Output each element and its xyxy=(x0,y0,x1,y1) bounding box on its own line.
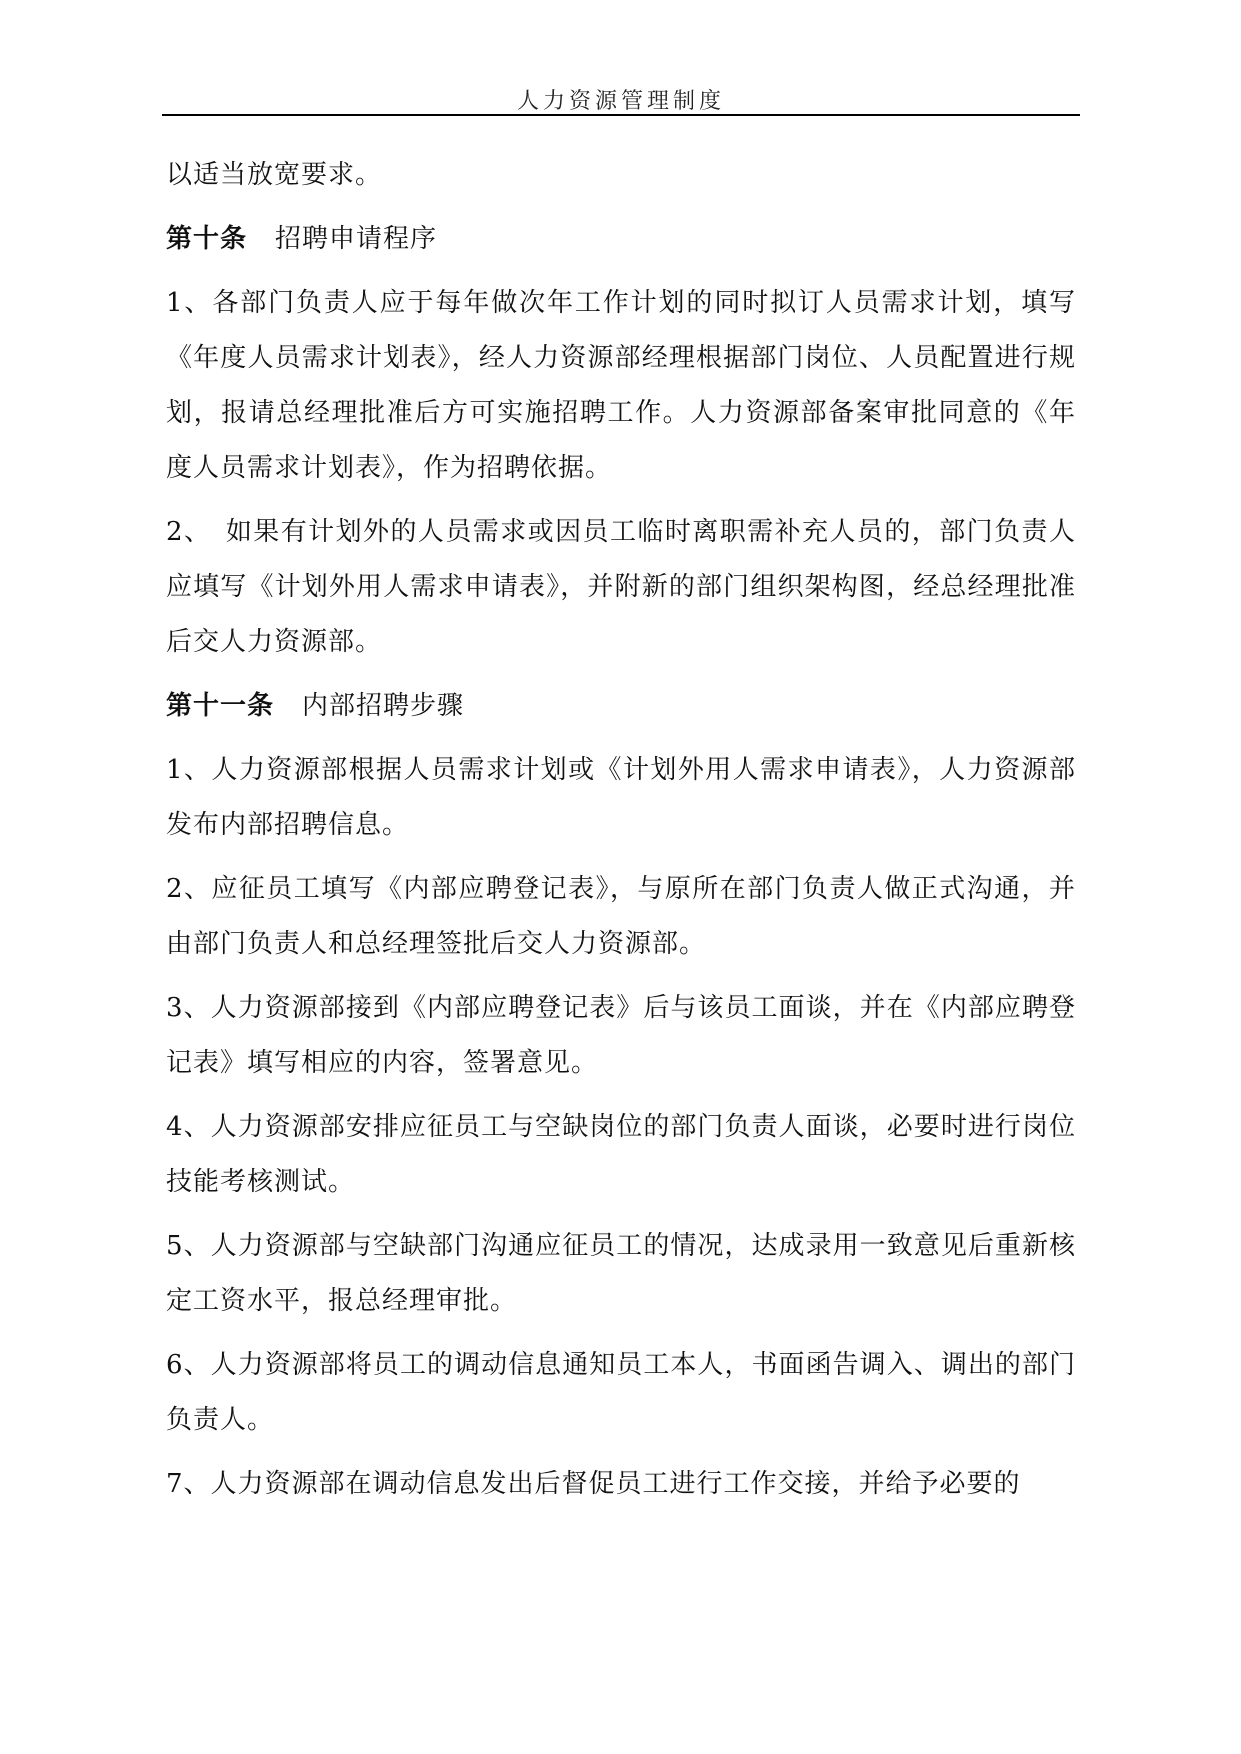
article-11-item-7: 7、人力资源部在调动信息发出后督促员工进行工作交接，并给予必要的 xyxy=(166,1469,1021,1499)
article-11-title: 内部招聘步骤 xyxy=(302,691,465,721)
article-11-item-1: 1、人力资源部根据人员需求计划或《计划外用人需求申请表》，人力资源部发布内部招聘信息。 xyxy=(166,755,1076,840)
header-rule xyxy=(162,114,1080,116)
article-11-item-3: 3、人力资源部接到《内部应聘登记表》后与该员工面谈，并在《内部应聘登记表》填写相应的内容，签署意见。 xyxy=(166,993,1076,1078)
article-10-item-1: 1、各部门负责人应于每年做次年工作计划的同时拟订人员需求计划，填写《年度人员需求计划表》，经人力资源部经理根据部门岗位、人员配置进行规划，报请总经理批准后方可实施招聘工作。人力资源部备案审批同意的《年度人员需求计划表》，作为招聘依据。 xyxy=(166,288,1076,483)
article-11-item-5: 5、人力资源部与空缺部门沟通应征员工的情况，达成录用一致意见后重新核定工资水平，报总经理审批。 xyxy=(166,1231,1076,1316)
article-11-item-4: 4、人力资源部安排应征员工与空缺岗位的部门负责人面谈，必要时进行岗位技能考核测试。 xyxy=(166,1112,1076,1197)
continuation-paragraph: 以适当放宽要求。 xyxy=(166,160,383,190)
page-content xyxy=(166,148,1076,1521)
article-11-item-2: 2、应征员工填写《内部应聘登记表》，与原所在部门负责人做正式沟通，并由部门负责人和总经理签批后交人力资源部。 xyxy=(166,874,1076,959)
running-header: 人力资源管理制度 xyxy=(516,89,725,114)
article-10-title: 招聘申请程序 xyxy=(275,224,438,254)
article-11-item-6: 6、人力资源部将员工的调动信息通知员工本人，书面函告调入、调出的部门负责人。 xyxy=(166,1350,1076,1435)
article-10-heading xyxy=(166,212,1076,267)
article-11-number: 第十一条 xyxy=(166,691,275,721)
article-10-number: 第十条 xyxy=(166,224,248,254)
article-10-item-2: 2、 如果有计划外的人员需求或因员工临时离职需补充人员的，部门负责人应填写《计划外用人需求申请表》，并附新的部门组织架构图，经总经理批准后交人力资源部。 xyxy=(166,517,1076,657)
article-11-heading xyxy=(166,679,1076,734)
